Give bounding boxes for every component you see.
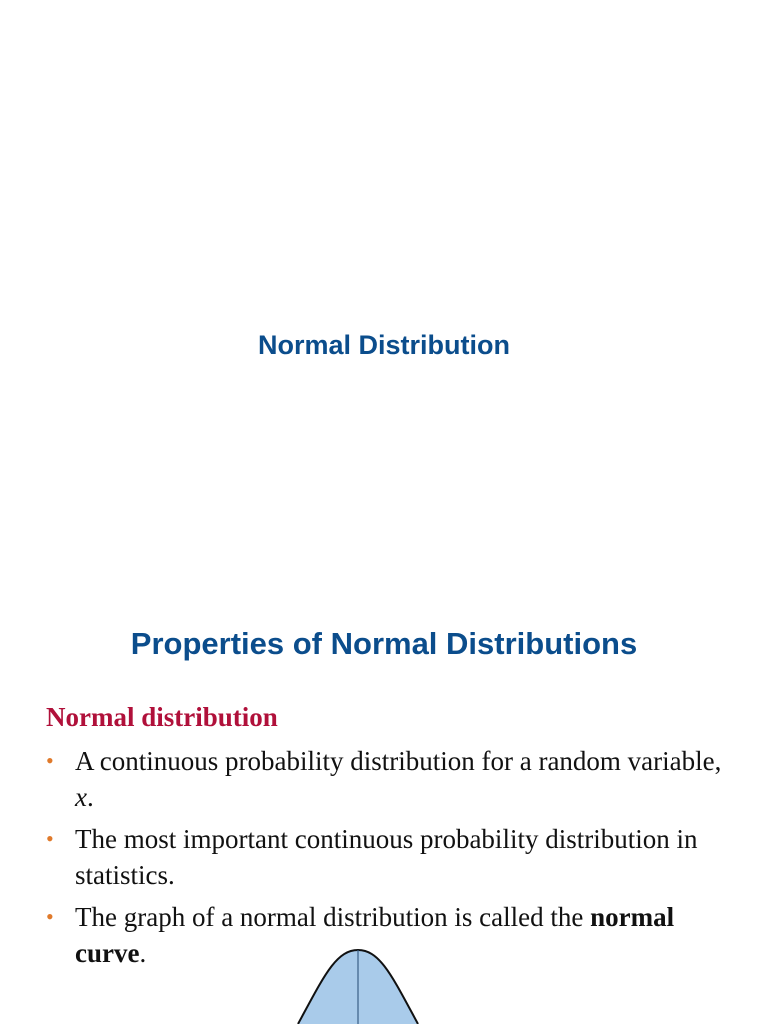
bullet-text-end: . (86, 782, 94, 812)
normal-curve-graphic (290, 946, 430, 1024)
bullet-list (46, 743, 736, 977)
slide-heading: Properties of Normal Distributions (130, 626, 638, 661)
bullet-text-end: . (139, 938, 147, 968)
slide-title: Normal Distribution (257, 330, 510, 360)
variable-x: x (75, 782, 87, 812)
bullet-dot-icon: • (46, 748, 54, 773)
bullet-dot-icon: • (46, 904, 54, 929)
bullet-item-random-variable (46, 743, 736, 815)
bullet-text: A continuous probability distribution for a random variable, (75, 746, 722, 776)
bullet-item-most-important (46, 821, 736, 893)
bullet-dot-icon: • (46, 826, 54, 851)
bullet-text: The most important continuous probability distribution in statistics. (75, 824, 698, 890)
normal-curve-term: normal curve (75, 902, 675, 968)
section-subheading: Normal distribution (46, 702, 278, 732)
bullet-text: The graph of a normal distribution is called the (75, 902, 591, 932)
